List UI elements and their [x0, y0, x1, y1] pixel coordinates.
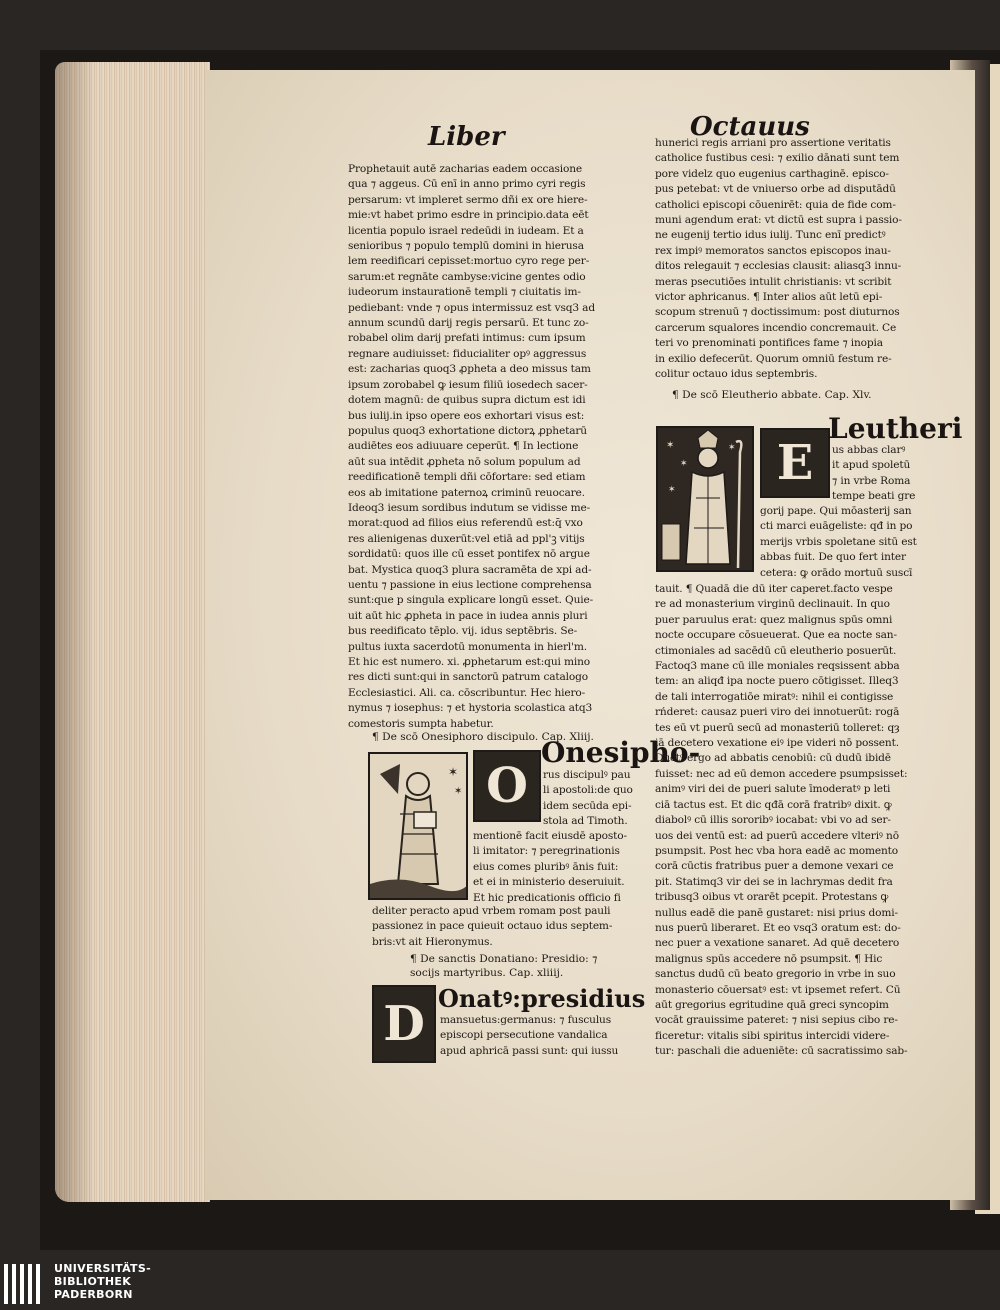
text-line: deliter peracto apud vrbem romam post pauli — [372, 905, 611, 917]
text-line: muni agendum erat: vt dictū est supra i passio- — [655, 214, 902, 227]
text-line: sarum:et regnāte cambyse:vicine gentes odio — [348, 270, 586, 283]
text-line: sordidatū: quos ille cū esset pontifex nō argue — [348, 548, 590, 561]
text-line: tempe beati gre — [832, 490, 916, 503]
text-line: rńderet: causaz pueri viro dei innotuerūt: rogā — [655, 706, 900, 719]
text-line: li imitator: ⁊ peregrinationis — [473, 845, 620, 858]
text-line: bat. Mystica quoq3 plura sacramēta de xpi ad- — [348, 563, 592, 576]
text-line: Et hic predicationis officio fi — [473, 891, 621, 904]
running-head-liber: Liber — [428, 122, 505, 152]
logo-line-1: UNIVERSITÄTS- — [54, 1262, 151, 1275]
text-line: robabel olim darij prefati intimus: cum ipsum — [348, 332, 586, 345]
text-line: diabolꝰ cū illis sororibꝰ iocabat: vbi vo ad ser- — [655, 814, 891, 827]
eleutherius-initial: E — [760, 428, 830, 498]
text-line: passionez in pace quieuit octauo idus septem- — [372, 920, 613, 933]
text-line: catholice fustibus cesi: ⁊ exilio dānati sunt tem — [655, 152, 900, 165]
text-line: eius comes pluribꝰ ānis fuit: — [473, 860, 619, 873]
text-line: li apostoli:de quo — [543, 784, 633, 797]
text-line: animꝰ viri dei de pueri salute īmoderatꝰ p leti — [655, 783, 891, 796]
eleutherius-caption: ¶ De scō Eleutherio abbate. Cap. Xlv. — [672, 389, 872, 401]
text-line: qua ⁊ aggeus. Cū enī in anno primo cyri regis — [348, 178, 586, 191]
text-line: eos ab imitatione paternoꝝ criminū reuocare. — [348, 486, 585, 499]
text-line: morat:quod ad filios eius referendū est:q̄ vxo — [348, 517, 583, 530]
text-line: abbas fuit. De quo fert inter — [760, 551, 906, 564]
text-line: re ad monasterium virginū declinauit. In quo — [655, 598, 890, 611]
text-line: cetera: ꝙ orādo mortuū suscī — [760, 566, 913, 579]
text-line: ipsum zorobabel ꝙ iesum filiū iosedech sacer- — [348, 378, 588, 391]
svg-text:✶: ✶ — [668, 485, 676, 495]
text-line: populus quoq3 exhortatione dictorꝝ ꝓphetarū — [348, 424, 587, 437]
text-line: pus petebat: vt de vniuerso orbe ad disputādū — [655, 183, 896, 196]
donatianus-beside-text — [440, 1013, 662, 1059]
svg-text:✶: ✶ — [728, 443, 736, 453]
donatianus-heading: Onatꝰ:presidius — [438, 984, 646, 1013]
text-line: reedificationē templi dñi cōfortare: sed etiam — [348, 471, 586, 484]
text-line: fuisset: nec ad eū demon accedere psumpsisset: — [655, 767, 908, 780]
text-line: episcopi persecutione vandalica — [440, 1029, 608, 1042]
text-line: psumpsit. Post hec vba hora eadē ac momento — [655, 844, 898, 857]
text-line: senioribus ⁊ populo templū domini in hierusa — [348, 240, 584, 253]
text-line: Ductꝰ ergo ad abbatis cenobiū: cū dudū ibidē — [655, 752, 891, 765]
text-line: sunt:que p singula explicare longū esset. Quie- — [348, 594, 594, 607]
text-line: lem reedificari cepisset:mortuo cyro rege per- — [348, 255, 590, 268]
text-line: uentu ⁊ passione in eius lectione comprehensa — [348, 578, 592, 591]
logo-line-3: PADERBORN — [54, 1288, 133, 1301]
text-line: teri vo prenominati pontifices fame ⁊ inopia — [655, 337, 883, 350]
text-line: mie:vt habet primo esdre in principio.data eēt — [348, 209, 589, 222]
text-line: rus discipulꝰ pau — [543, 769, 631, 781]
eleutherius-woodcut-image — [656, 426, 754, 572]
text-line: merijs vrbis spoletane sitū est — [760, 535, 917, 548]
text-line: mansuetus:germanus: ⁊ fusculus — [440, 1014, 612, 1026]
text-line: carcerum squalores incendio concremauit. Ce — [655, 321, 897, 334]
text-line: vocāt grauissime pateret: ⁊ nisi sepius cibo re- — [655, 1014, 898, 1027]
text-line: it apud spoletū — [832, 459, 911, 472]
text-line: rex impiꝰ memoratos sanctos episcopos inau- — [655, 244, 891, 257]
text-line: aūt sua intēdit ꝓpheta nō solum populum ad — [348, 455, 581, 468]
text-line: Prophetauit autē zacharias eadem occasione — [348, 163, 583, 175]
svg-text:✶: ✶ — [448, 765, 459, 779]
text-line: et ei in ministerio deseruiuit. — [473, 876, 625, 889]
text-line: pultus iuxta sacerdotū monumenta in hierl'm. — [348, 640, 588, 653]
text-line: us abbas clarꝰ — [832, 444, 906, 456]
text-line: meras psecutiōes intulit christianis: vt scribit — [655, 275, 892, 288]
logo-line-2: BIBLIOTHEK — [54, 1275, 132, 1288]
svg-text:✶: ✶ — [680, 459, 688, 469]
onesiphorus-woodcut-image — [368, 752, 468, 900]
text-line: tribusq3 oibus vt orarēt pcepit. Protestans ꝙ — [655, 891, 889, 904]
text-line: pore videlz quo eugenius carthaginē. episco- — [655, 167, 889, 180]
text-line: nymus ⁊ iosephus: ⁊ et hystoria scolastica atq3 — [348, 702, 593, 715]
onesiphorus-beside-text-top — [543, 768, 658, 830]
text-line: Et hic est numero. xi. ꝓphetarum est:qui mino — [348, 656, 590, 668]
eleutherius-beside-text-bottom — [760, 504, 955, 581]
text-line: dotem magnū: de quibus supra dictum est idi — [348, 394, 586, 407]
text-line: tes eū vt puerū secū ad monasteriū tolleret: qȝ — [655, 721, 900, 734]
text-line: bus reedificato tēplo. vij. idus septēbris. Se- — [348, 625, 578, 638]
text-line: de tali interrogatiōe miratꝰ: nihil ei contigisse — [655, 690, 894, 703]
text-line: regnare audiuisset: fiducialiter opꝰ aggressus — [348, 347, 587, 360]
text-line: ⁊ in vrbe Roma — [832, 474, 911, 487]
text-line: nec puer a vexatione sanaret. Ad quē decetero — [655, 937, 900, 950]
text-line: Factoq3 mane cū ille moniales reqsissent abba — [655, 660, 900, 673]
text-line: tur: paschali die adueniēte: cū sacratissimo sab- — [655, 1045, 908, 1058]
text-line: ficeretur: vitalis sibi spiritus intercidi videre- — [655, 1029, 890, 1042]
text-line: catholici episcopi cōuenirēt: quia de fide com- — [655, 198, 896, 211]
text-line: est: zacharias quoq3 ꝓpheta a deo missus tam — [348, 363, 591, 376]
text-line: ctimoniales ad sacēdū cū eleutherio posuerūt. — [655, 644, 897, 657]
text-line: gorij pape. Qui mōasterij san — [760, 505, 912, 517]
eleutherius-heading: Leutheri — [828, 412, 963, 445]
text-line: colitur octauo idus septembris. — [655, 368, 818, 381]
text-line: nocte occupare cōsueuerat. Que ea nocte san- — [655, 629, 897, 642]
text-line: res alienigenas duxerūt:vel etiā ad ppl'ꝫ vitijs — [348, 532, 585, 545]
book-fore-edge — [55, 62, 210, 1202]
text-line: bris:vt ait Hieronymus. — [372, 935, 493, 948]
donatianus-caption-line1: ¶ De sanctis Donatiano: Presidio: ⁊ — [410, 953, 598, 965]
onesiphorus-continuation — [372, 904, 662, 950]
text-line: tem: an aliqđ ipa nocte puero cōtigisset. Illeq3 — [655, 675, 899, 688]
text-line: monasterio cōuersatꝰ est: vt ipsemet refert. Cū — [655, 983, 901, 996]
text-line: nus puerū liberaret. Et eo vsq3 oratum est: do- — [655, 921, 901, 934]
running-head-octauus: Octauus — [690, 112, 810, 142]
text-line: mentionē facit eiusdē aposto- — [473, 830, 627, 842]
svg-text:✶: ✶ — [454, 786, 463, 797]
text-line: uos dei ventū est: ad puerū accedere vlteriꝰ nō — [655, 829, 899, 842]
donatianus-initial: D — [372, 985, 436, 1063]
svg-text:✶: ✶ — [666, 440, 675, 451]
onesiphorus-heading: Onesipho- — [541, 736, 701, 769]
text-line: victor aphricanus. ¶ Inter alios aūt letū epi- — [655, 291, 883, 304]
text-line: ciā tactus est. Et dic qđā corā fratribꝰ dixit. ꝙ — [655, 798, 892, 811]
text-line: ne eugenij tertio idus iulij. Tunc enī predictꝰ — [655, 229, 886, 242]
text-line: audiētes eos adiuuare ceperūt. ¶ In lectione — [348, 440, 579, 453]
onesiphorus-initial: O — [473, 750, 541, 822]
library-logo-icon — [0, 1256, 48, 1310]
text-line: persarum: vt impleret sermo dñi ex ore hiere- — [348, 193, 588, 206]
text-line: annum scundū darij regis persarū. Et tunc zo- — [348, 317, 589, 330]
text-line: pit. Statimq3 vir dei se in lachrymas dedit fra — [655, 875, 893, 888]
text-line: sanctus dudū cū beato gregorio in vrbe in suo — [655, 968, 896, 981]
library-logo-text — [54, 1262, 151, 1301]
text-line: licentia populo israel redeūdi in iudeam. Et a — [348, 224, 584, 237]
text-line: comestoris sumpta habetur. — [348, 717, 494, 730]
eleutherius-beside-text-top — [832, 443, 954, 505]
donatianus-caption-line2: socijs martyribus. Cap. xliiij. — [410, 967, 564, 979]
text-line: cti marci euāgeliste: qđ in po — [760, 520, 913, 533]
text-line: malignus spūs accedere nō psumpsit. ¶ Hic — [655, 952, 883, 965]
left-column-text — [348, 162, 660, 732]
text-line: nullus eadē die panē gustaret: nisi prius domi- — [655, 906, 898, 919]
text-line: hunerici regis arriani pro assertione veritatis — [655, 137, 891, 149]
onesiphorus-beside-text-bottom — [473, 829, 661, 906]
text-line: aūt gregorius egritudine quā greci syncopim — [655, 998, 889, 1011]
text-line: tauit. ¶ Quadā die dū iter caperet.facto vespe — [655, 583, 893, 595]
text-line: idem secūda epi- — [543, 799, 632, 812]
right-column-text — [655, 136, 955, 383]
text-line: ditos relegauit ⁊ ecclesias clausit: aliasq3 innu- — [655, 260, 902, 273]
text-line: scopum strenuū ⁊ doctissimum: post diuturnos — [655, 306, 900, 319]
text-line: pediebant: vnde ⁊ opus intermissuz est vsq3 ad — [348, 301, 595, 314]
text-line: corā cūctis fratribus puer a demone vexari ce — [655, 860, 894, 873]
eleutherius-continuation — [655, 582, 955, 1060]
text-line: res dicti sunt:qui in sanctorū patrum catalogo — [348, 671, 588, 684]
text-line: Ideoq3 iesum sordibus indutum se vidisse me- — [348, 501, 591, 514]
text-line: Ecclesiastici. Ali. ca. cōscribuntur. Hec hiero- — [348, 686, 586, 699]
onesiphorus-caption: ¶ De scō Onesiphoro discipulo. Cap. Xliij. — [372, 731, 594, 743]
text-line: bus iulij.in ipso opere eos exhortari visus est: — [348, 409, 585, 422]
text-line: iudeorum instaurationē templi ⁊ ciuitatis im- — [348, 286, 581, 299]
text-line: uit aūt hic ꝓpheta in pace in iudea annis pluri — [348, 609, 588, 622]
text-line: iā decetero vexatione eiꝰ ipe videri nō possent. — [655, 737, 899, 750]
text-line: in exilio defecerūt. Quorum omniū festum re- — [655, 352, 892, 365]
text-line: apud aphricā passi sunt: qui iussu — [440, 1044, 619, 1057]
text-line: stola ad Timoth. — [543, 815, 628, 828]
text-line: puer paruulus erat: quez malignus spūs omni — [655, 613, 893, 626]
